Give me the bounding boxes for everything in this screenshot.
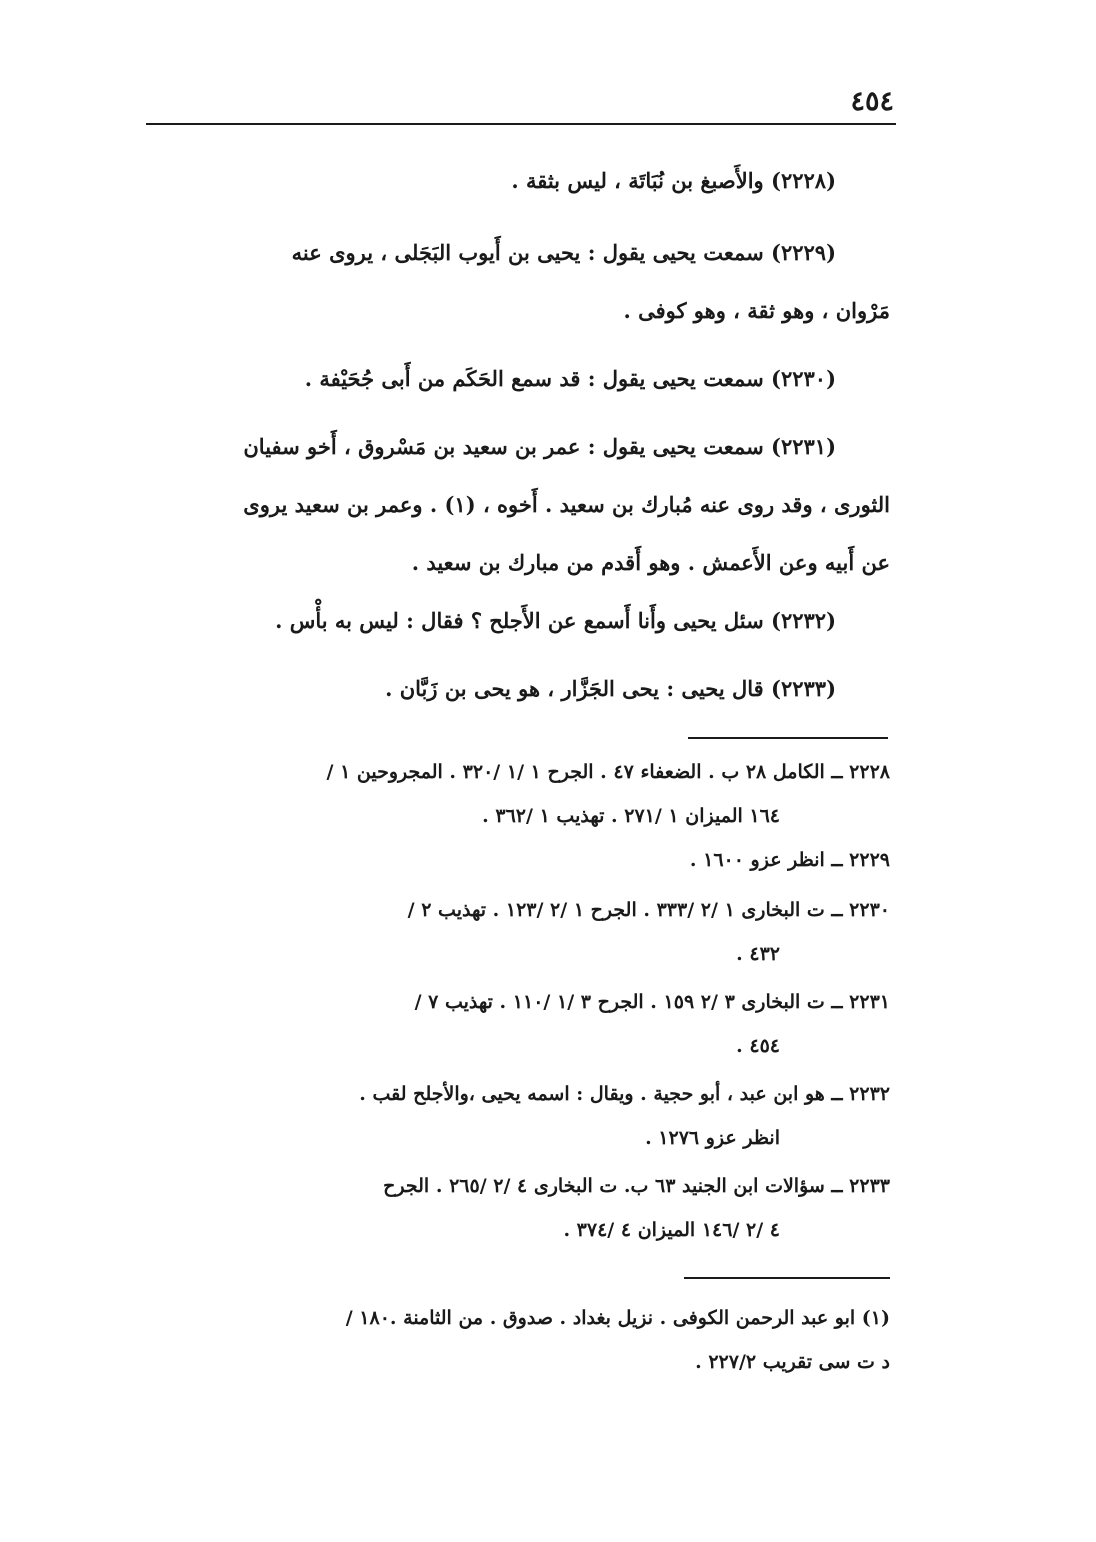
header-rule [146, 123, 896, 125]
note-2232 [150, 1072, 890, 1160]
note-2230 [150, 888, 890, 976]
note-line: ٢٢٣٠ ــ ت البخارى ١ /٢ /٣٣٣ . الجرح ١ /٢ /١٢٣ . تهذيب ٢ / [407, 899, 890, 921]
note-line: ٢٢٢٨ ــ الكامل ٢٨ ب . الضعفاء ٤٧ . الجرح ١ /١ /٣٢٠ . المجروحين ١ / [326, 761, 890, 783]
footnote-line: د ت سى تقريب ٢٢٧/٢ . [695, 1351, 890, 1373]
entry-line: (٢٢٢٨) والأَصبغ بن نُبَاتَة ، ليس بثقة . [511, 168, 836, 193]
footnote-line: (١) ابو عبد الرحمن الكوفى . نزيل بغداد . صدوق . من الثامنة .١٨٠ / [345, 1307, 890, 1329]
entry-2233 [150, 660, 890, 718]
entry-line: (٢٢٣٢) سئل يحيى وأَنا أَسمع عن الأَجلح ؟ فقال : ليس به بأْس . [275, 608, 836, 633]
entry-line: (٢٢٣٠) سمعت يحيى يقول : قد سمع الحَكَم من أَبى جُحَيْفة . [304, 366, 836, 391]
entry-2231 [150, 418, 890, 592]
entry-2229 [150, 224, 890, 340]
footnote-separator [684, 1277, 890, 1279]
note-2231 [150, 980, 890, 1068]
entry-line: (٢٢٢٩) سمعت يحيى يقول : يحيى بن أَيوب البَجَلى ، يروى عنه [291, 240, 836, 265]
note-2233 [150, 1164, 890, 1252]
note-line: ٢٢٣٢ ــ هو ابن عبد ، أبو حجية . ويقال : اسمه يحيى ،والأجلح لقب . [359, 1083, 890, 1105]
entry-2228 [150, 152, 890, 210]
note-line: ٤ /٢ /١٤٦ الميزان ٤ /٣٧٤ . [563, 1219, 780, 1241]
entry-line: الثورى ، وقد روى عنه مُبارك بن سعيد . أَخوه ، (١) . وعمر بن سعيد يروى [243, 492, 890, 517]
entry-2230 [150, 350, 890, 408]
note-line: ١٦٤ الميزان ١ /٢٧١ . تهذيب ١ /٣٦٢ . [482, 805, 780, 827]
note-line: ٤٥٤ . [736, 1035, 780, 1057]
note-line: ٢٢٣١ ــ ت البخارى ٣ /٢ ١٥٩ . الجرح ٣ /١ /١١٠ . تهذيب ٧ / [414, 991, 890, 1013]
note-line: ٢٢٢٩ ــ انظر عزو ١٦٠٠ . [689, 849, 890, 871]
footnote-1 [150, 1296, 890, 1384]
note-2229 [150, 838, 890, 882]
notes-separator [688, 737, 888, 739]
note-2228 [150, 750, 890, 838]
note-line: ٢٢٣٣ ــ سؤالات ابن الجنيد ٦٣ ب. ت البخارى ٤ /٢ /٢٦٥ . الجرح [383, 1175, 890, 1197]
entry-line: (٢٢٣٣) قال يحيى : يحى الجَزَّار ، هو يحى بن زَبَّان . [385, 676, 836, 701]
page-number: ٤٥٤ [850, 86, 894, 117]
entry-line: عن أَبيه وعن الأَعمش . وهو أَقدم من مبارك بن سعيد . [411, 550, 890, 575]
entry-line: (٢٢٣١) سمعت يحيى يقول : عمر بن سعيد بن مَسْروق ، أَخو سفيان [243, 434, 836, 459]
note-line: ٤٣٢ . [736, 943, 780, 965]
note-line: انظر عزو ١٢٧٦ . [645, 1127, 780, 1149]
entry-line: مَرْوان ، وهو ثقة ، وهو كوفى . [623, 298, 890, 323]
entry-2232 [150, 592, 890, 650]
